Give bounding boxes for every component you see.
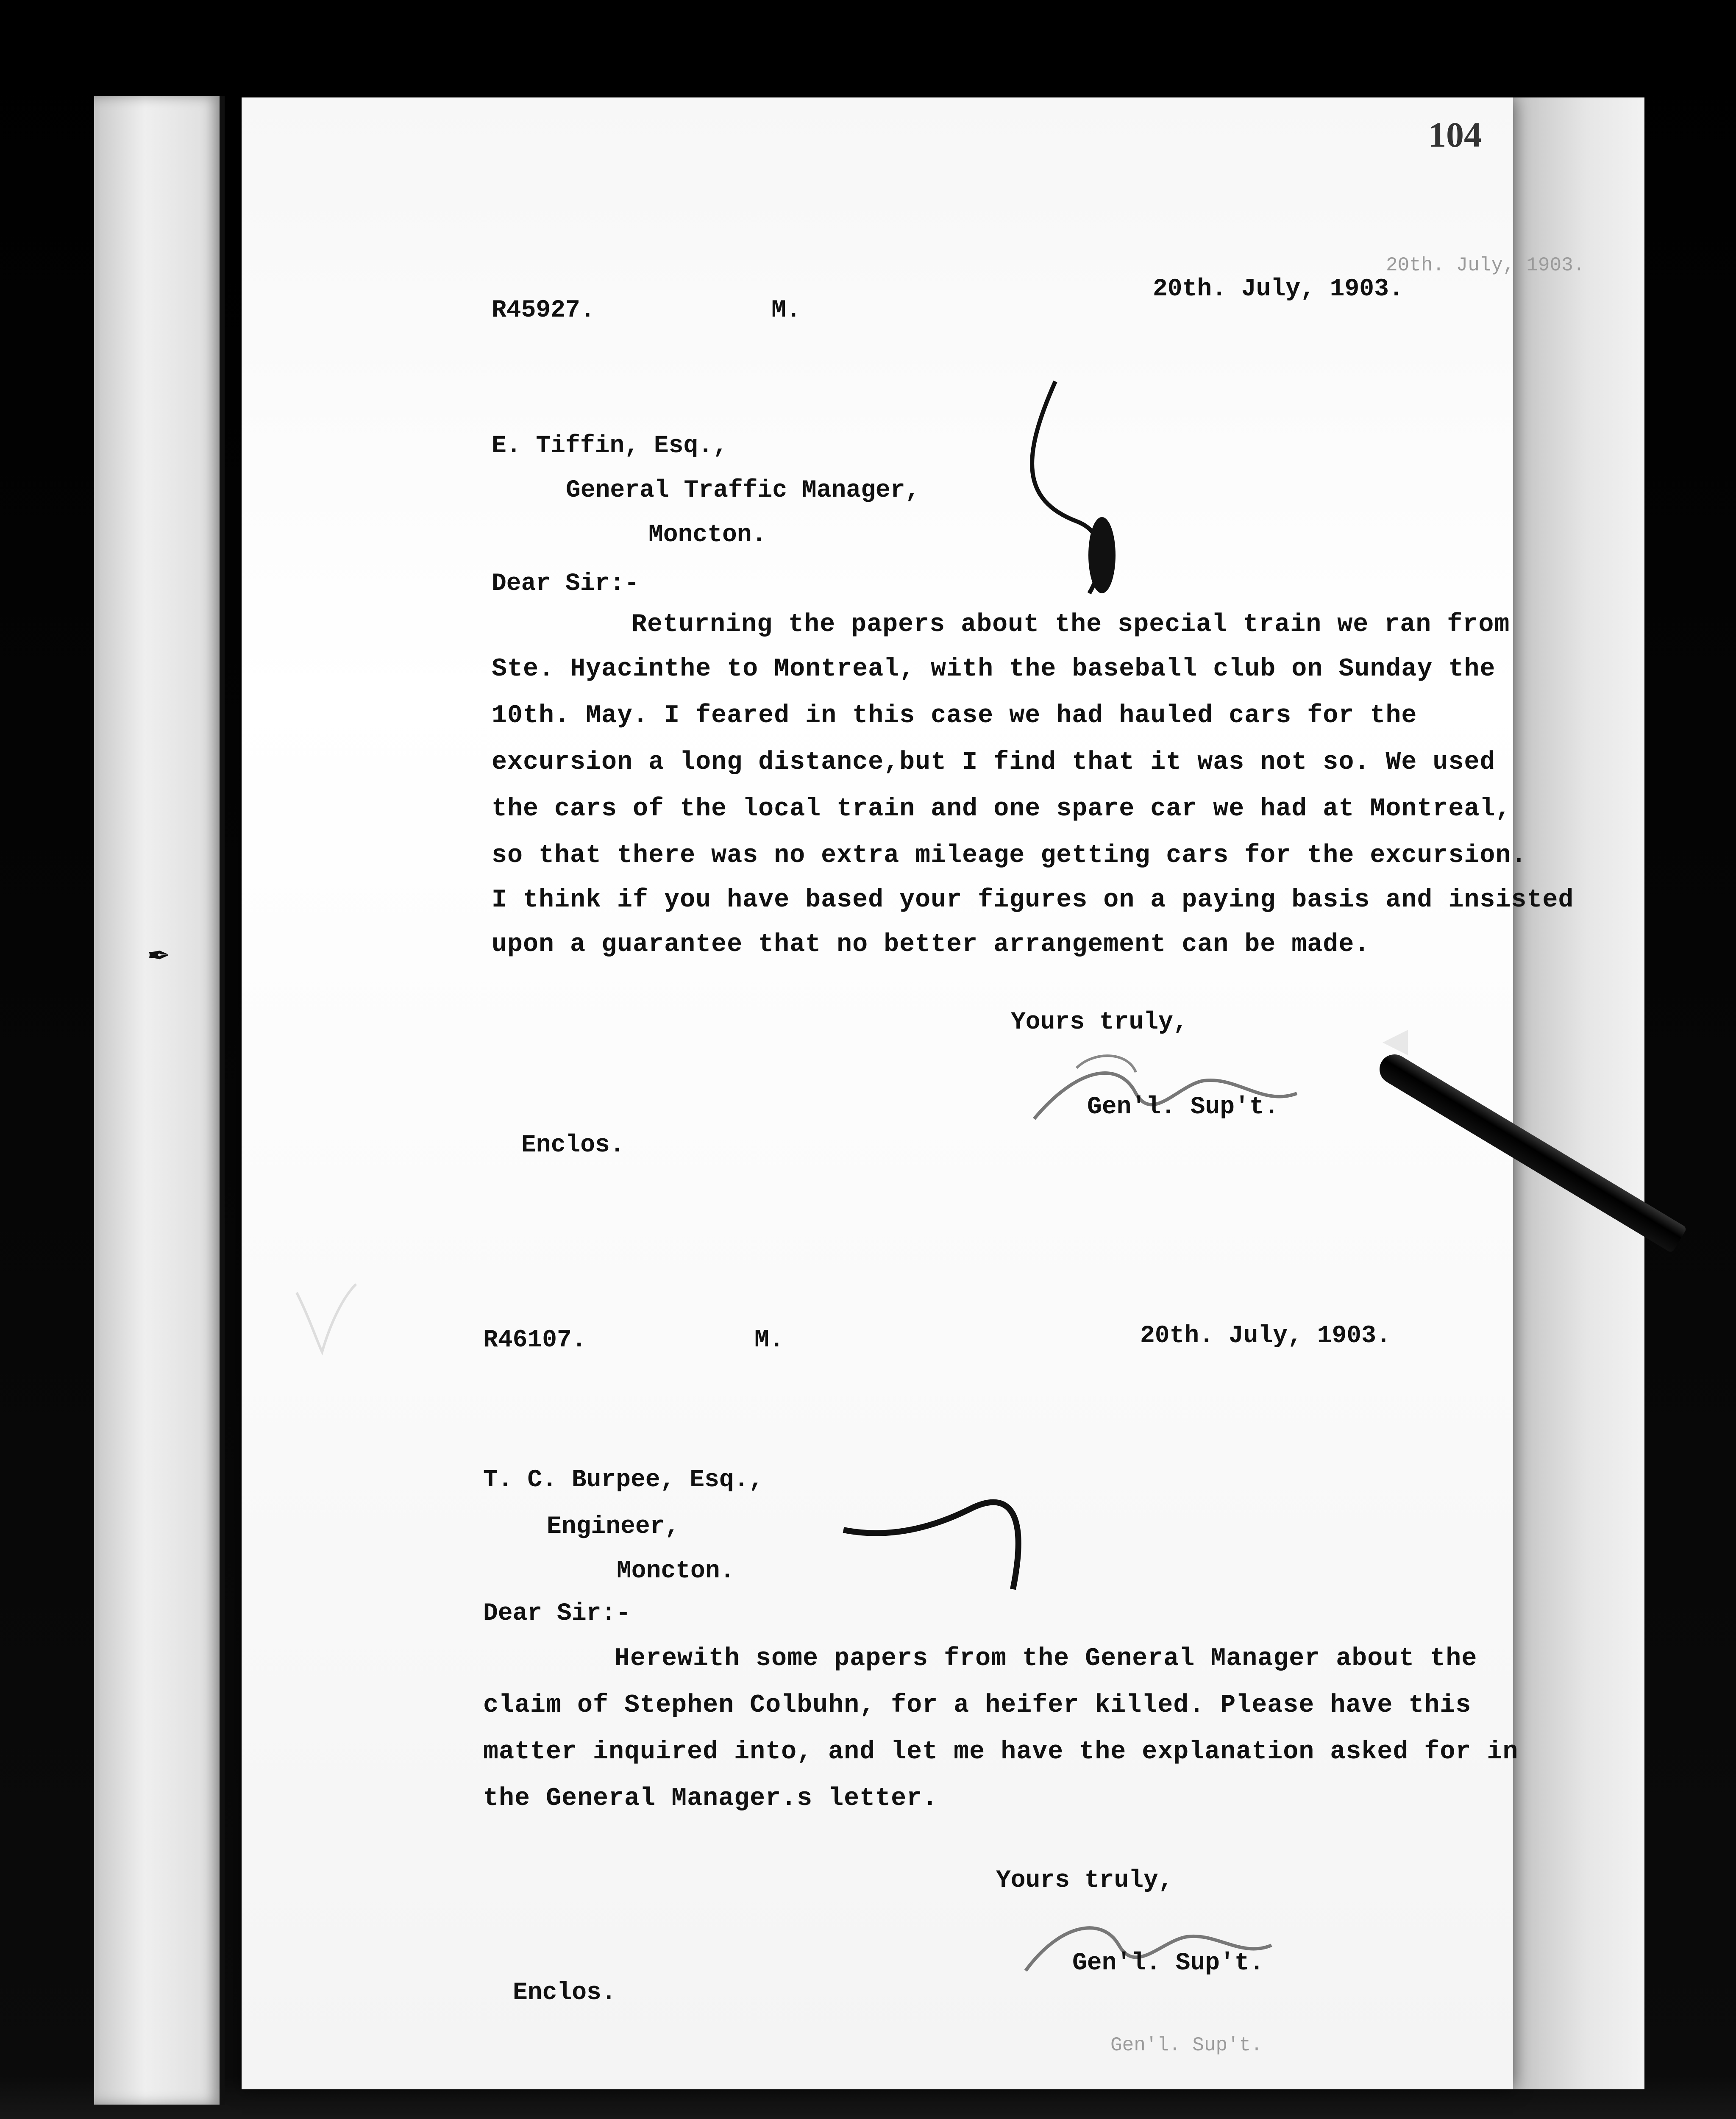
letter-2-addressee-name: T. C. Burpee, Esq., [483, 1466, 764, 1494]
letter-2-date: 20th. July, 1903. [1140, 1322, 1391, 1350]
ink-mark: ✒ [148, 936, 169, 974]
letter-1-addressee-title: General Traffic Manager, [566, 477, 920, 504]
letter-1-line: so that there was no extra mileage getting cars for the excursion. [492, 841, 1527, 870]
letter-1-reference: R45927. [492, 297, 595, 324]
letter-1-addressee-city: Moncton. [648, 521, 767, 549]
show-through-date: 20th. July, 1903. [1386, 254, 1585, 276]
pen-tip [1383, 1030, 1408, 1055]
letter-1-line: 10th. May. I feared in this case we had hauled cars for the [492, 701, 1417, 730]
letter-1-signature-title: Gen'l. Sup't. [1087, 1093, 1279, 1121]
letter-2-signature-title: Gen'l. Sup't. [1072, 1949, 1264, 1977]
letter-2-salutation: Dear Sir:- [483, 1600, 631, 1627]
pencil-check-mark [1004, 373, 1144, 661]
letterbook-page [242, 97, 1585, 2089]
letter-1-line: I think if you have based your figures on a paying basis and insisted [492, 886, 1574, 915]
letter-2-initial: M. [754, 1326, 784, 1354]
letter-2-enclosure: Enclos. [513, 1979, 616, 2007]
spine-edge [220, 96, 225, 2105]
letter-2-addressee-title: Engineer, [547, 1513, 680, 1541]
page-edge [1500, 97, 1644, 2089]
letter-1-enclosure: Enclos. [521, 1132, 625, 1159]
letter-2-addressee-city: Moncton. [617, 1557, 735, 1585]
letter-1-initial: M. [771, 297, 801, 324]
letter-2-closing: Yours truly, [996, 1867, 1173, 1894]
letter-1-line: upon a guarantee that no better arrangement can be made. [492, 930, 1370, 959]
letterbook-spine [94, 96, 221, 2105]
pencil-tick [292, 1280, 360, 1356]
letter-2-line: the General Manager.s letter. [483, 1784, 938, 1813]
letter-1-salutation: Dear Sir:- [492, 570, 640, 598]
letter-2-line: Herewith some papers from the General Manager about the [615, 1644, 1477, 1673]
letter-2-line: matter inquired into, and let me have the explanation asked for in [483, 1738, 1519, 1766]
letter-1-addressee-name: E. Tiffin, Esq., [492, 432, 728, 460]
letter-2-line: claim of Stephen Colbuhn, for a heifer killed. Please have this [483, 1691, 1472, 1720]
letter-1-line: excursion a long distance,but I find that it was not so. We used [492, 748, 1496, 777]
letter-1-signature [1026, 1043, 1322, 1136]
letter-1-date: 20th. July, 1903. [1153, 275, 1404, 303]
letter-1-closing: Yours truly, [1011, 1009, 1188, 1036]
pencil-check-mark [835, 1479, 1072, 1606]
letter-1-line: Ste. Hyacinthe to Montreal, with the baseball club on Sunday the [492, 655, 1496, 684]
page-number: 104 [1428, 115, 1482, 155]
letter-1-line: Returning the papers about the special train we ran from [632, 610, 1510, 639]
show-through-title: Gen'l. Sup't. [1110, 2034, 1263, 2056]
letter-1-line: the cars of the local train and one spare car we had at Montreal, [492, 795, 1511, 823]
letter-2-reference: R46107. [483, 1326, 587, 1354]
